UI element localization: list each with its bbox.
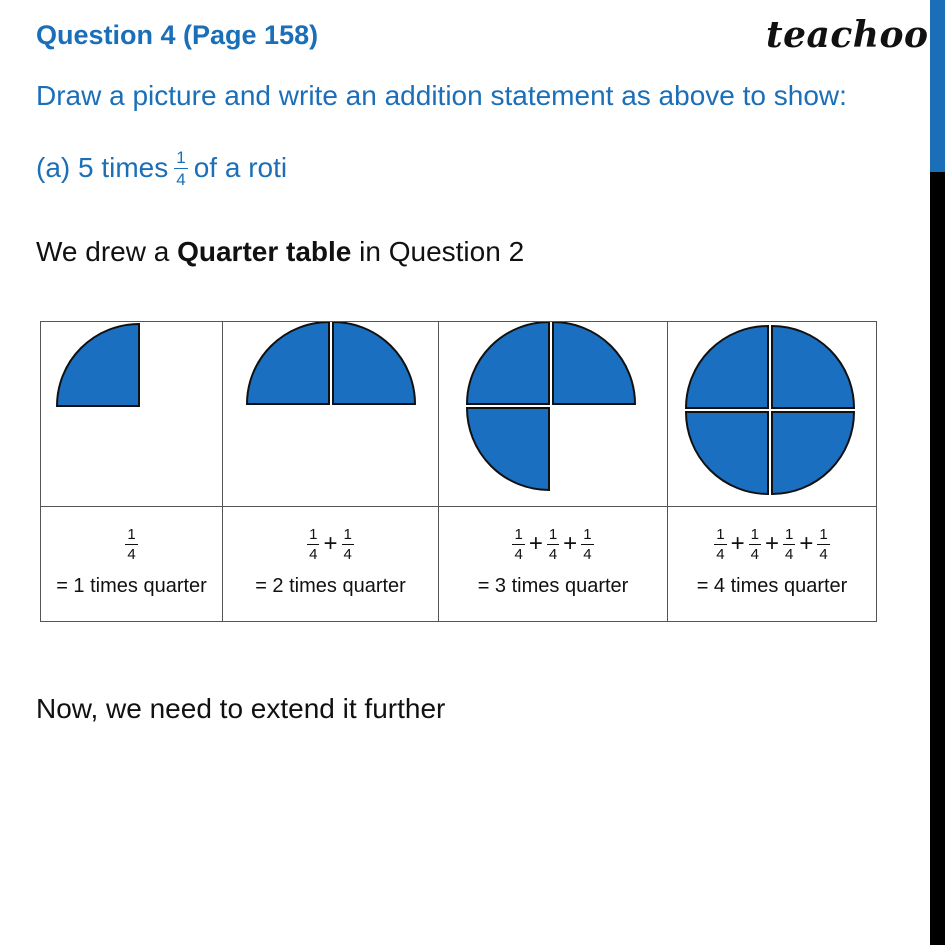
expression-cell: [41, 507, 223, 622]
quarter-fraction: [581, 527, 593, 562]
fraction-denominator: 4: [548, 545, 558, 563]
closing-text: Now, we need to extend it further: [36, 693, 446, 724]
scrollbar-track[interactable]: [930, 172, 945, 945]
quarter-piece: [57, 324, 139, 406]
fraction-numerator: 1: [716, 525, 725, 543]
expression-cell: [439, 507, 668, 622]
intro-before: We drew a: [36, 236, 178, 267]
quarter-piece: [686, 326, 768, 408]
fraction-denominator: 4: [785, 545, 794, 563]
picture-row: [41, 322, 877, 507]
fraction-denominator: 4: [343, 545, 352, 563]
picture-cell: [223, 322, 439, 507]
quarter-piece: [467, 408, 549, 490]
fraction-denominator: 4: [583, 545, 592, 563]
quarter-piece: [467, 322, 549, 404]
fraction-numerator: 1: [750, 525, 759, 543]
intro-bold: Quarter table: [177, 236, 352, 267]
quarter-piece: [772, 412, 854, 494]
quarter-fraction: [547, 527, 559, 562]
quarter-picture-1: [41, 322, 223, 506]
fraction-numerator: 1: [343, 525, 352, 543]
fraction-numerator: 1: [819, 525, 828, 543]
quarter-fraction: [749, 527, 761, 562]
expression-caption: = 3 times quarter: [477, 575, 629, 597]
fraction-denominator: 4: [127, 545, 136, 563]
plus-sign: +: [799, 530, 814, 557]
expression-cell: [668, 507, 877, 622]
quarter-fraction: [125, 527, 137, 562]
fraction-numerator: 1: [583, 525, 592, 543]
addition-expression: [668, 507, 876, 575]
teachoo-logo: teachoo: [766, 14, 929, 56]
intro-text: [36, 236, 524, 268]
quarter-picture-4: [668, 322, 877, 506]
quarter-piece: [333, 322, 415, 404]
fraction-numerator: 1: [548, 525, 558, 543]
quarter-piece: [686, 412, 768, 494]
quarter-piece: [247, 322, 329, 404]
addition-expression: [223, 507, 438, 575]
fraction-denominator: 4: [716, 545, 725, 563]
quarter-fraction: [342, 527, 354, 562]
instruction-text: Draw a picture and write an addition statement as above to show:: [36, 80, 847, 111]
fraction-numerator: 1: [127, 525, 136, 543]
quarter-table: [40, 321, 877, 622]
quarter-picture-3: [439, 322, 668, 506]
picture-cell: [41, 322, 223, 507]
expression-cell: [223, 507, 439, 622]
intro-after: in Question 2: [351, 236, 525, 267]
quarter-fraction: [512, 527, 524, 562]
quarter-piece: [772, 326, 854, 408]
fraction-denominator: 4: [309, 545, 318, 563]
fraction-numerator: 1: [309, 525, 318, 543]
part-a-prefix: (a) 5 times: [36, 152, 169, 183]
plus-sign: +: [730, 530, 745, 557]
scrollbar-thumb[interactable]: [930, 0, 945, 172]
expression-caption: = 2 times quarter: [255, 575, 406, 597]
addition-expression: [41, 507, 222, 575]
expression-caption: = 1 times quarter: [56, 575, 207, 597]
picture-cell: [439, 322, 668, 507]
part-a-fraction: [174, 149, 187, 188]
quarter-picture-2: [223, 322, 439, 506]
quarter-fraction: [783, 527, 795, 562]
quarter-fraction: [307, 527, 319, 562]
picture-cell: [668, 322, 877, 507]
addition-expression: [439, 507, 667, 575]
quarter-piece: [553, 322, 635, 404]
fraction-denominator: 4: [514, 545, 523, 563]
expression-row: [41, 507, 877, 622]
plus-sign: +: [764, 530, 779, 557]
question-heading: Question 4 (Page 158): [36, 20, 319, 50]
plus-sign: +: [563, 530, 578, 557]
fraction-numerator: 1: [176, 147, 186, 167]
plus-sign: +: [323, 530, 338, 557]
fraction-denominator: 4: [750, 545, 759, 563]
part-a: [36, 138, 287, 198]
fraction-denominator: 4: [819, 545, 828, 563]
fraction-numerator: 1: [785, 525, 794, 543]
quarter-fraction: [714, 527, 726, 562]
plus-sign: +: [528, 530, 543, 557]
fraction-numerator: 1: [514, 525, 523, 543]
quarter-fraction: [817, 527, 829, 562]
part-a-suffix: of a roti: [193, 152, 288, 183]
fraction-denominator: 4: [176, 169, 186, 189]
expression-caption: = 4 times quarter: [696, 575, 848, 597]
